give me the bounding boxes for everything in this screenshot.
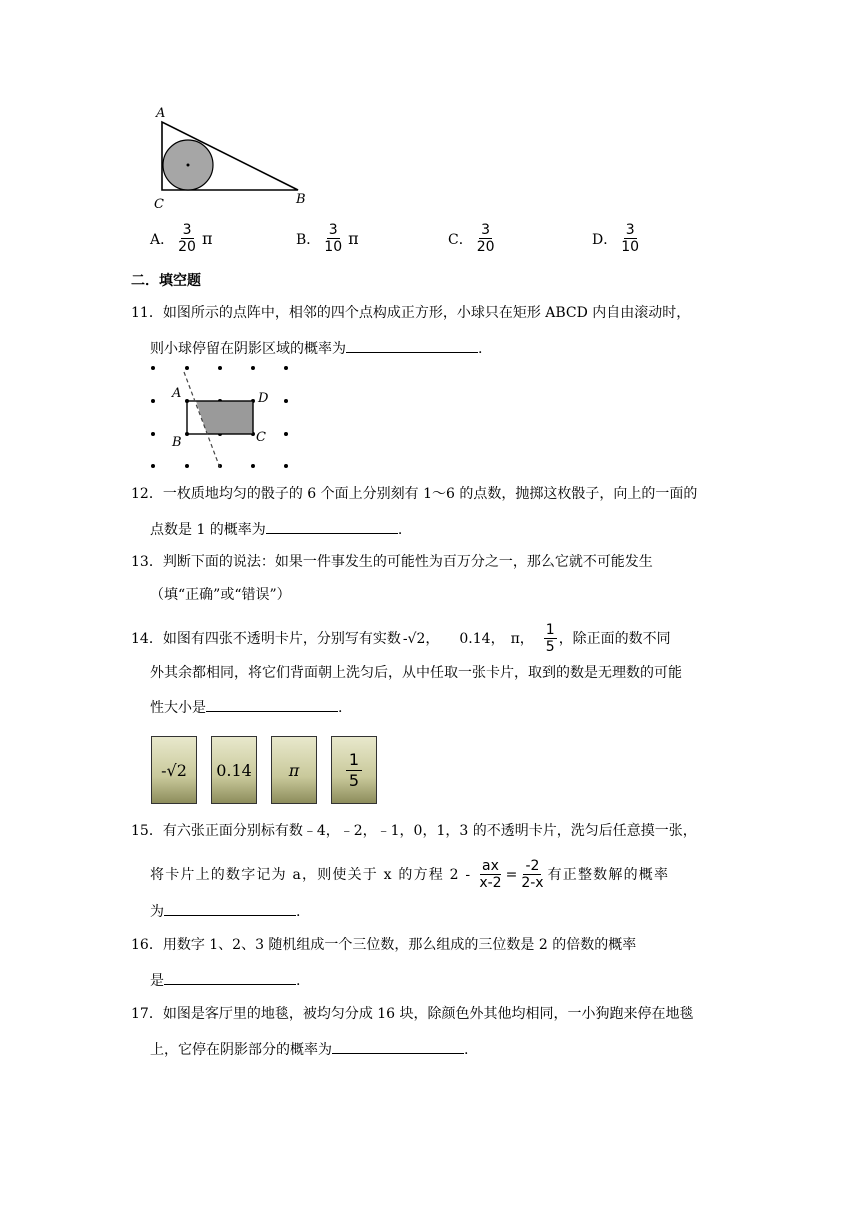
- point-label-b: B: [296, 192, 306, 207]
- q14-frac-den: 5: [545, 639, 555, 655]
- option-c-num: 3: [481, 222, 491, 238]
- lattice-label-c: C: [256, 430, 266, 445]
- option-d[interactable]: [592, 222, 643, 255]
- option-a[interactable]: [150, 222, 212, 255]
- option-b-letter: B．: [296, 231, 321, 248]
- q14-frac-num: 1: [545, 622, 555, 638]
- q15-line2-text: 将卡片上的数字记为 a，则使关于 x 的方程 2 -: [150, 866, 472, 883]
- card-4-den: 5: [348, 770, 360, 790]
- triangle-circle-figure: [148, 104, 318, 214]
- option-c-fraction: [475, 222, 497, 255]
- option-d-letter: D．: [592, 231, 618, 248]
- q15-line2: [150, 858, 669, 891]
- q15-frac1-num: ax: [482, 858, 499, 874]
- card-4: [331, 736, 377, 804]
- option-a-pi: π: [201, 229, 213, 248]
- q14-line3-period: .: [338, 700, 343, 716]
- card-3-value: π: [288, 760, 300, 780]
- card-1: [151, 736, 197, 804]
- card-4-num: 1: [346, 750, 362, 771]
- card-4-fraction: [346, 750, 362, 791]
- q12-line2-period: .: [397, 522, 403, 538]
- q11-answer-blank[interactable]: [346, 338, 478, 353]
- option-b-den: 10: [324, 239, 343, 255]
- q15-line2-suffix: 有正整数解的概率: [547, 866, 670, 883]
- q17-line2: [150, 1039, 468, 1060]
- option-b[interactable]: [296, 222, 359, 255]
- circle-center: [187, 164, 190, 167]
- q15-fraction-2: [519, 858, 545, 891]
- option-c-den: 20: [476, 239, 495, 255]
- point-label-c: C: [154, 197, 164, 212]
- q15-fraction-1: [477, 858, 503, 891]
- q14-line3: [150, 697, 342, 718]
- q14-line2: 外其余都相同，将它们背面朝上洗匀后，从中任取一张卡片，取到的数是无理数的可能: [150, 665, 682, 681]
- card-3: [271, 736, 317, 804]
- q14-line1-text: 14．如图有四张不透明卡片，分别写有实数: [131, 630, 401, 647]
- q15-line3-text: 为: [150, 904, 164, 920]
- q14-line1-suffix: ，除正面的数不同: [558, 630, 671, 647]
- q14-value-sqrt2: -√2，: [402, 630, 440, 647]
- section-title: 二．填空题: [131, 273, 201, 289]
- card-2-value: 0.14: [216, 760, 252, 780]
- q11-line1: 11．如图所示的点阵中，相邻的四个点构成正方形，小球只在矩形 ABCD 内自由滚动时，: [131, 305, 691, 321]
- q16-answer-blank[interactable]: [164, 970, 296, 985]
- q12-answer-blank[interactable]: [266, 519, 398, 534]
- q15-equals: =: [505, 866, 518, 883]
- q17-line1: 17．如图是客厅里的地毯，被均匀分成 16 块，除颜色外其他均相同，一小狗跑来停在地毯: [131, 1006, 694, 1022]
- option-b-fraction: [322, 222, 344, 255]
- q12-line2: [150, 519, 402, 540]
- q15-line3-period: .: [296, 904, 301, 920]
- q15-frac2-den: 2-x: [521, 875, 544, 891]
- option-a-letter: A．: [150, 231, 175, 248]
- lattice-label-b: B: [172, 435, 182, 450]
- q12-line1: 12．一枚质地均匀的骰子的 6 个面上分别刻有 1～6 的点数，抛掷这枚骰子，向上的一面的: [131, 486, 698, 502]
- lattice-label-a: A: [172, 386, 182, 401]
- q12-line2-text: 点数是 1 的概率为: [150, 522, 266, 538]
- q17-answer-blank[interactable]: [332, 1039, 464, 1054]
- q14-line1: [131, 622, 671, 655]
- q17-line2-text: 上，它停在阴影部分的概率为: [150, 1042, 332, 1058]
- q16-line1: 16．用数字 1、2、3 随机组成一个三位数，那么组成的三位数是 2 的倍数的概率: [131, 937, 637, 953]
- option-a-den: 20: [178, 239, 196, 255]
- option-a-num: 3: [182, 222, 192, 238]
- q16-line2-text: 是: [150, 973, 164, 989]
- q17-line2-period: .: [464, 1042, 469, 1058]
- option-c-letter: C．: [448, 231, 473, 248]
- q13-line2: （填“正确”或“错误”）: [150, 587, 291, 603]
- q14-value-fraction: [544, 622, 557, 655]
- option-b-num: 3: [328, 222, 338, 238]
- q14-value-decimal: 0.14，: [459, 630, 505, 647]
- q14-line3-text: 性大小是: [150, 700, 206, 716]
- q15-line1: 15．有六张正面分别标有数﹣4，﹣2，﹣1，0，1，3 的不透明卡片，洗匀后任意摸一张，: [131, 823, 697, 839]
- q14-value-pi: π，: [510, 630, 534, 647]
- q13-line1: 13．判断下面的说法：如果一件事发生的可能性为百万分之一，那么它就不可能发生: [131, 554, 653, 570]
- point-label-a: A: [156, 106, 166, 121]
- q11-line2-period: .: [478, 341, 483, 357]
- q16-line2: [150, 970, 300, 991]
- lattice-label-d: D: [258, 391, 269, 406]
- option-d-num: 3: [625, 222, 635, 238]
- option-d-den: 10: [621, 239, 640, 255]
- q15-answer-blank[interactable]: [164, 901, 296, 916]
- option-a-fraction: [176, 222, 198, 255]
- dot-lattice-figure: [140, 360, 300, 472]
- q11-line2-text: 则小球停留在阴影区域的概率为: [150, 341, 346, 357]
- q16-line2-period: .: [296, 973, 301, 989]
- option-b-pi: π: [348, 229, 359, 248]
- card-1-value: -√2: [161, 760, 187, 780]
- q15-line3: [150, 901, 300, 922]
- q11-line2: [150, 338, 482, 359]
- option-c[interactable]: [448, 222, 499, 255]
- q15-frac2-num: -2: [525, 858, 540, 874]
- shaded-region: [196, 401, 253, 434]
- q15-frac1-den: x-2: [479, 875, 502, 891]
- card-2: [211, 736, 257, 804]
- q14-answer-blank[interactable]: [206, 697, 338, 712]
- option-d-fraction: [619, 222, 641, 255]
